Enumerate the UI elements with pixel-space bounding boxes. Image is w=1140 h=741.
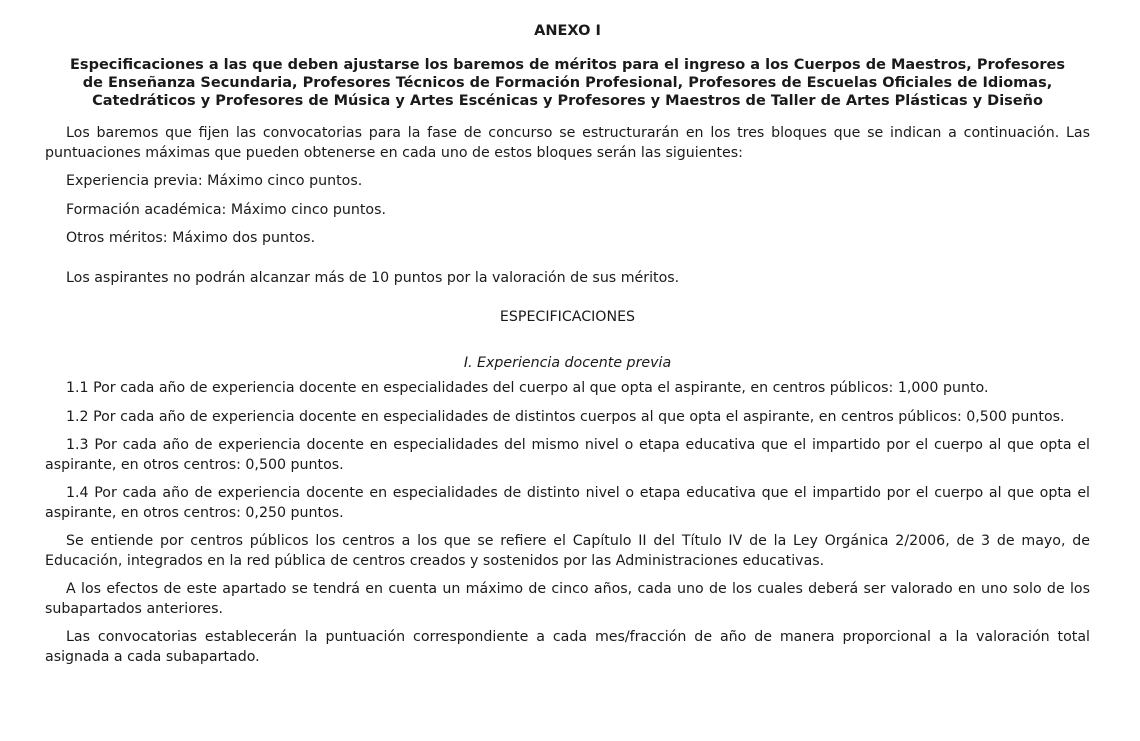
annex-label: ANEXO I [534,23,601,39]
subsection-1-3: 1.3 Por cada año de experiencia docente en especialidades del mismo nivel o etapa educativa que el impartido por el cuerpo al que opta el aspirante, en otros centros: 0,500 puntos. [45,437,1090,473]
block-formacion: Formación académica: Máximo cinco puntos. [66,201,386,218]
note-centros-publicos: Se entiende por centros públicos los centros a los que se refiere el Capítulo II del Título IV de la Ley Orgánica 2/2006, de 3 de mayo, de Educación, integrados en la red pública de centros creados y sostenidos por las Administraciones educativas. [45,533,1090,569]
note-puntuacion-proporcional: Las convocatorias establecerán la puntuación correspondiente a cada mes/fracción de año de manera proporcional a la valoración total asignada a cada subapartado. [45,629,1090,665]
document-title: Especificaciones a las que deben ajustarse los baremos de méritos para el ingreso a los Cuerpos de Maestros, Profesores de Enseñanza Secundaria, Profesores Técnicos de Formación Profesional, Profesores de Escuelas Oficiales de Idiomas, Catedráticos y Profesores de Música y Artes Escénicas y Profesores y Maestros de Taller de Artes Plásticas y Diseño [70,56,1065,109]
block-otros-meritos: Otros méritos: Máximo dos puntos. [66,230,316,247]
note-maximo-cinco-anos: A los efectos de este apartado se tendrá en cuenta un máximo de cinco años, cada uno de los cuales deberá ser valorado en uno solo de los subapartados anteriores. [45,581,1090,617]
specifications-heading: ESPECIFICACIONES [499,309,636,326]
block-experiencia: Experiencia previa: Máximo cinco puntos. [66,173,363,190]
section-heading: I. Experiencia docente previa [463,354,672,371]
subsection-1-2: 1.2 Por cada año de experiencia docente en especialidades de distintos cuerpos al que opta el aspirante, en centros públicos: 0,500 puntos. [66,408,1065,425]
subsection-1-1: 1.1 Por cada año de experiencia docente en especialidades del cuerpo al que opta el aspirante, en centros públicos: 1,000 punto. [66,380,989,397]
max-points-note: Los aspirantes no podrán alcanzar más de 10 puntos por la valoración de sus méritos. [66,269,680,286]
subsection-1-4: 1.4 Por cada año de experiencia docente en especialidades de distinto nivel o etapa educativa que el impartido por el cuerpo al que opta el aspirante, en otros centros: 0,250 puntos. [45,485,1090,521]
intro-paragraph: Los baremos que fijen las convocatorias para la fase de concurso se estructurarán en los tres bloques que se indican a continuación. Las puntuaciones máximas que pueden obtenerse en cada uno de estos bloques serán las siguientes: [45,125,1090,161]
